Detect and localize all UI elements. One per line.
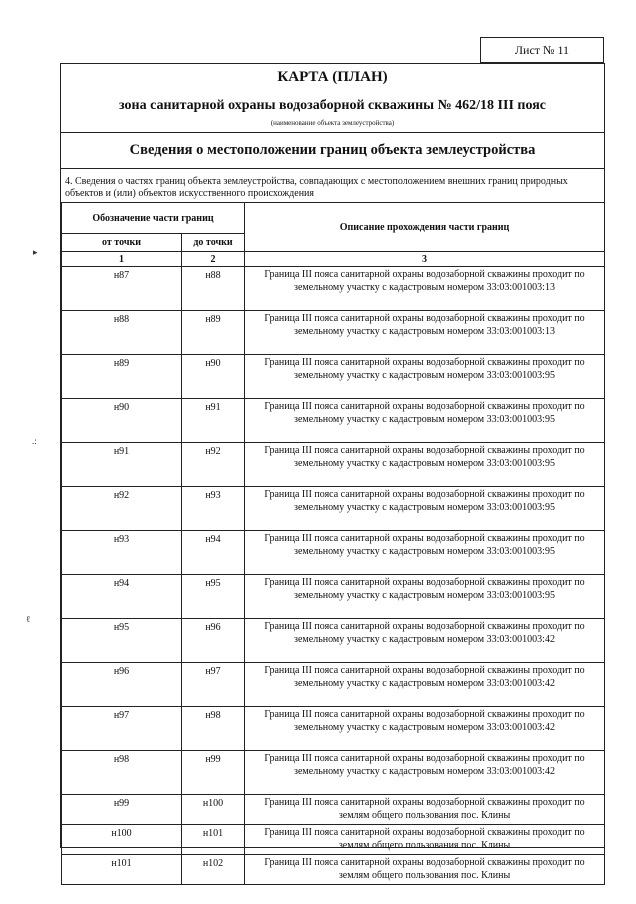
from-point-cell: н99 [62,795,182,825]
to-point-cell: н101 [182,825,245,855]
to-point-cell: н88 [182,267,245,311]
subtitle-note: (наименование объекта землеустройства) [270,119,395,127]
to-point-cell: н102 [182,855,245,885]
from-point-cell: н93 [62,531,182,575]
from-point-cell: н95 [62,619,182,663]
from-point-cell: н100 [62,825,182,855]
table-row [62,355,605,399]
from-point-cell: н91 [62,443,182,487]
column-number: 3 [245,252,605,267]
from-point-cell: н98 [62,751,182,795]
boundary-parts-table [61,202,605,885]
from-point-cell: н87 [62,267,182,311]
divider [61,168,604,169]
description-cell: Граница III пояса санитарной охраны водозаборной скважины проходит по земельному участку с кадастровым номером 33:03:001003:95 [245,487,605,531]
table-row [62,443,605,487]
to-point-cell: н91 [182,399,245,443]
to-point-cell: н94 [182,531,245,575]
table-row [62,825,605,855]
from-point-cell: н101 [62,855,182,885]
document-subtitle: зона санитарной охраны водозаборной скважины № 462/18 III пояс [119,98,546,113]
table-row [62,267,605,311]
to-point-cell: н95 [182,575,245,619]
from-point-cell: н97 [62,707,182,751]
header-description: Описание прохождения части границ [245,203,605,252]
table-row [62,531,605,575]
description-cell: Граница III пояса санитарной охраны водозаборной скважины проходит по земельному участку с кадастровым номером 33:03:001003:42 [245,707,605,751]
table-row [62,751,605,795]
to-point-cell: н99 [182,751,245,795]
to-point-cell: н96 [182,619,245,663]
description-cell: Граница III пояса санитарной охраны водозаборной скважины проходит по земельному участку с кадастровым номером 33:03:001003:13 [245,267,605,311]
table-row [62,575,605,619]
description-cell: Граница III пояса санитарной охраны водозаборной скважины проходит по земельному участку с кадастровым номером 33:03:001003:42 [245,663,605,707]
description-cell: Граница III пояса санитарной охраны водозаборной скважины проходит по земельному участку с кадастровым номером 33:03:001003:95 [245,443,605,487]
scan-artifact: .: [32,436,37,446]
table-body [62,267,605,885]
column-number: 1 [62,252,182,267]
description-cell: Граница III пояса санитарной охраны водозаборной скважины проходит по земельному участку с кадастровым номером 33:03:001003:42 [245,619,605,663]
divider [61,132,604,133]
section-title: Сведения о местоположении границ объекта землеустройства [129,142,536,158]
from-point-cell: н90 [62,399,182,443]
table-row [62,707,605,751]
table-row [62,663,605,707]
document-title: КАРТА (ПЛАН) [277,69,388,85]
description-cell: Граница III пояса санитарной охраны водозаборной скважины проходит по землям общего пользования пос. Клины [245,825,605,855]
table-row [62,311,605,355]
to-point-cell: н89 [182,311,245,355]
to-point-cell: н92 [182,443,245,487]
sheet-number-label: Лист № 11 [480,37,604,63]
from-point-cell: н88 [62,311,182,355]
description-cell: Граница III пояса санитарной охраны водозаборной скважины проходит по земельному участку с кадастровым номером 33:03:001003:95 [245,399,605,443]
description-cell: Граница III пояса санитарной охраны водозаборной скважины проходит по земельному участку с кадастровым номером 33:03:001003:13 [245,311,605,355]
from-point-cell: н94 [62,575,182,619]
column-number: 2 [182,252,245,267]
scan-artifact: ℓ [26,614,31,624]
table-row [62,399,605,443]
section-4-text: 4. Сведения о частях границ объекта землеустройства, совпадающих с местоположением внешних границ природных объектов и (или) объектов искусственного происхождения [65,176,568,199]
to-point-cell: н98 [182,707,245,751]
header-from-point: от точки [62,234,182,252]
from-point-cell: н96 [62,663,182,707]
description-cell: Граница III пояса санитарной охраны водозаборной скважины проходит по земельному участку с кадастровым номером 33:03:001003:95 [245,531,605,575]
description-cell: Граница III пояса санитарной охраны водозаборной скважины проходит по земельному участку с кадастровым номером 33:03:001003:95 [245,355,605,399]
description-cell: Граница III пояса санитарной охраны водозаборной скважины проходит по землям общего пользования пос. Клины [245,855,605,885]
table-row [62,795,605,825]
description-cell: Граница III пояса санитарной охраны водозаборной скважины проходит по земельному участку с кадастровым номером 33:03:001003:95 [245,575,605,619]
description-cell: Граница III пояса санитарной охраны водозаборной скважины проходит по землям общего пользования пос. Клины [245,795,605,825]
table-row [62,619,605,663]
description-cell: Граница III пояса санитарной охраны водозаборной скважины проходит по земельному участку с кадастровым номером 33:03:001003:42 [245,751,605,795]
header-boundary-designation: Обозначение части границ [62,203,245,234]
to-point-cell: н100 [182,795,245,825]
to-point-cell: н93 [182,487,245,531]
to-point-cell: н97 [182,663,245,707]
table-row [62,487,605,531]
from-point-cell: н89 [62,355,182,399]
header-to-point: до точки [182,234,245,252]
scan-artifact: ▸ [33,247,38,257]
document-frame [60,63,605,881]
from-point-cell: н92 [62,487,182,531]
table-row [62,855,605,885]
to-point-cell: н90 [182,355,245,399]
